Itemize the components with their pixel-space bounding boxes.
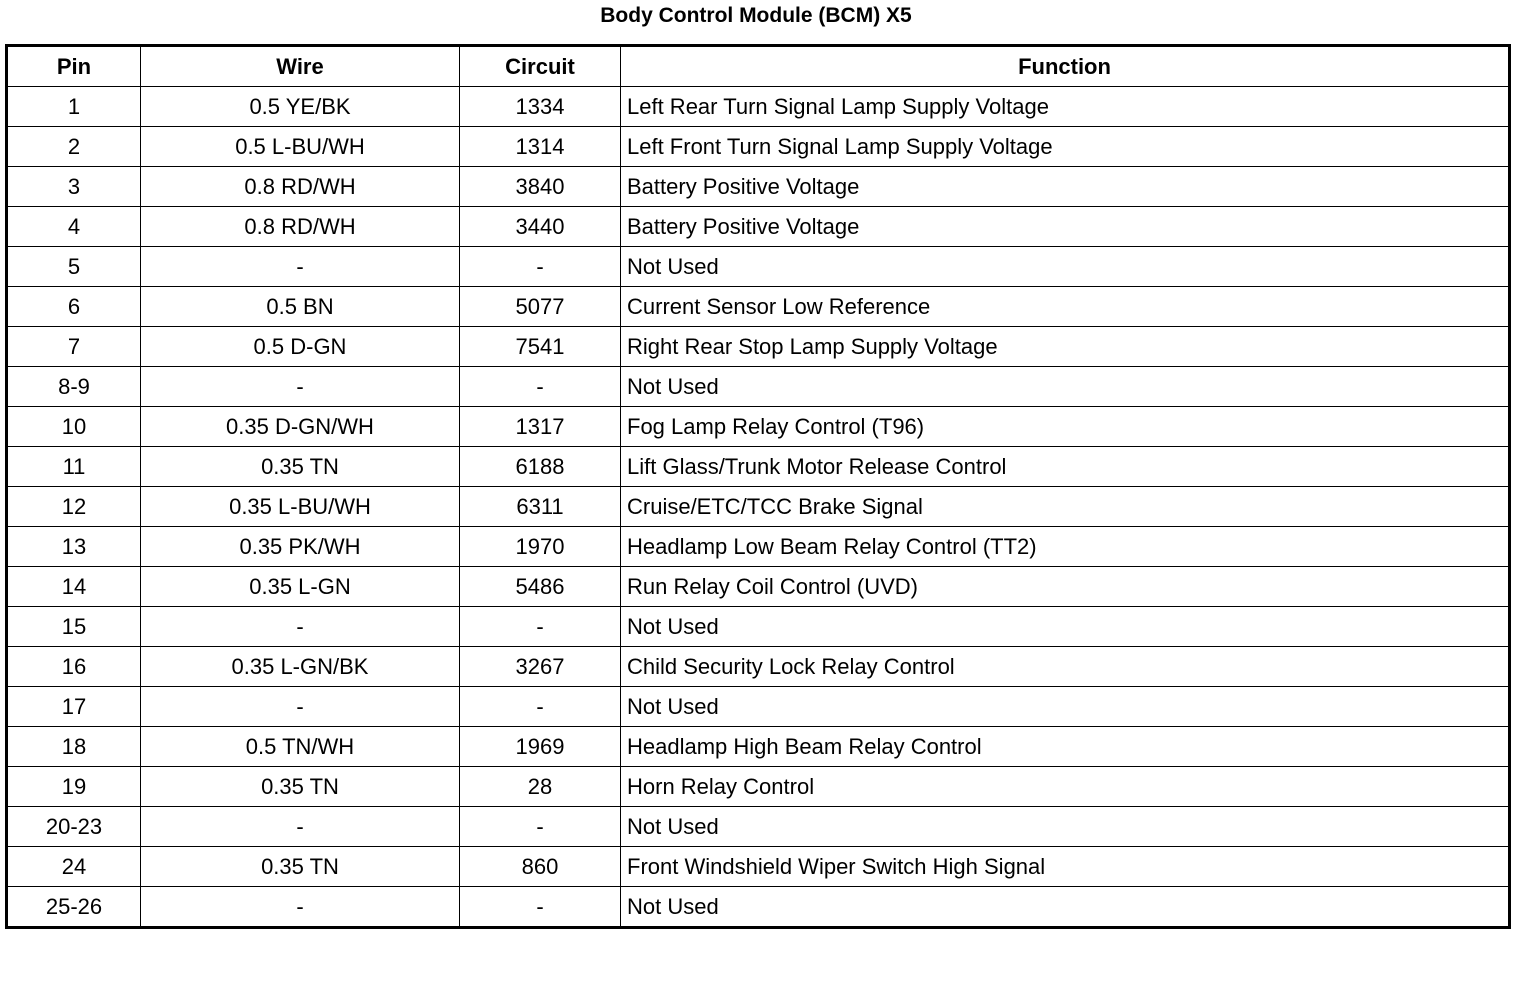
circuit-cell: 1334 <box>460 87 621 127</box>
pin-cell: 2 <box>7 127 141 167</box>
wire-cell: 0.5 D-GN <box>141 327 460 367</box>
wire-cell: 0.35 D-GN/WH <box>141 407 460 447</box>
wire-cell: 0.5 L-BU/WH <box>141 127 460 167</box>
table-body <box>7 87 1510 928</box>
circuit-cell: 1970 <box>460 527 621 567</box>
circuit-cell: - <box>460 807 621 847</box>
table-row <box>7 167 1510 207</box>
table-row <box>7 327 1510 367</box>
table-row <box>7 807 1510 847</box>
wire-cell: 0.35 L-BU/WH <box>141 487 460 527</box>
table-row <box>7 487 1510 527</box>
wire-cell: - <box>141 247 460 287</box>
circuit-cell: 1317 <box>460 407 621 447</box>
circuit-cell: 6188 <box>460 447 621 487</box>
table-row <box>7 607 1510 647</box>
pin-cell: 10 <box>7 407 141 447</box>
wire-cell: - <box>141 607 460 647</box>
pin-cell: 11 <box>7 447 141 487</box>
table-row <box>7 847 1510 887</box>
table-row <box>7 127 1510 167</box>
circuit-cell: 28 <box>460 767 621 807</box>
document-title: Body Control Module (BCM) X5 <box>600 4 912 27</box>
pin-cell: 14 <box>7 567 141 607</box>
pin-cell: 12 <box>7 487 141 527</box>
function-cell: Not Used <box>621 807 1510 847</box>
wire-cell: - <box>141 887 460 928</box>
circuit-cell: 860 <box>460 847 621 887</box>
column-header-wire: Wire <box>141 46 460 87</box>
wire-cell: 0.5 BN <box>141 287 460 327</box>
function-cell: Front Windshield Wiper Switch High Signal <box>621 847 1510 887</box>
table-row <box>7 287 1510 327</box>
function-cell: Left Rear Turn Signal Lamp Supply Voltage <box>621 87 1510 127</box>
circuit-cell: 3840 <box>460 167 621 207</box>
pin-cell: 15 <box>7 607 141 647</box>
pin-cell: 1 <box>7 87 141 127</box>
circuit-cell: - <box>460 607 621 647</box>
function-cell: Battery Positive Voltage <box>621 167 1510 207</box>
wire-cell: 0.5 TN/WH <box>141 727 460 767</box>
pin-cell: 18 <box>7 727 141 767</box>
pin-cell: 7 <box>7 327 141 367</box>
pin-cell: 25-26 <box>7 887 141 928</box>
wire-cell: - <box>141 807 460 847</box>
pin-cell: 20-23 <box>7 807 141 847</box>
pin-cell: 13 <box>7 527 141 567</box>
pin-cell: 3 <box>7 167 141 207</box>
wire-cell: - <box>141 367 460 407</box>
table-row <box>7 647 1510 687</box>
function-cell: Not Used <box>621 247 1510 287</box>
table-row <box>7 247 1510 287</box>
function-cell: Headlamp Low Beam Relay Control (TT2) <box>621 527 1510 567</box>
circuit-cell: 7541 <box>460 327 621 367</box>
pin-cell: 6 <box>7 287 141 327</box>
table-row <box>7 567 1510 607</box>
table-row <box>7 687 1510 727</box>
wire-cell: 0.35 PK/WH <box>141 527 460 567</box>
table-row <box>7 87 1510 127</box>
circuit-cell: - <box>460 247 621 287</box>
table-row <box>7 367 1510 407</box>
wire-cell: 0.35 L-GN <box>141 567 460 607</box>
table-row <box>7 407 1510 447</box>
function-cell: Not Used <box>621 367 1510 407</box>
circuit-cell: - <box>460 687 621 727</box>
function-cell: Battery Positive Voltage <box>621 207 1510 247</box>
table-row <box>7 447 1510 487</box>
column-header-circuit: Circuit <box>460 46 621 87</box>
wire-cell: 0.8 RD/WH <box>141 207 460 247</box>
table-row <box>7 767 1510 807</box>
pin-cell: 19 <box>7 767 141 807</box>
pin-cell: 5 <box>7 247 141 287</box>
wire-cell: 0.35 TN <box>141 847 460 887</box>
table-row <box>7 527 1510 567</box>
column-header-pin: Pin <box>7 46 141 87</box>
pin-cell: 17 <box>7 687 141 727</box>
table-header-row <box>7 46 1510 87</box>
function-cell: Not Used <box>621 887 1510 928</box>
pin-cell: 4 <box>7 207 141 247</box>
circuit-cell: 3267 <box>460 647 621 687</box>
function-cell: Run Relay Coil Control (UVD) <box>621 567 1510 607</box>
table-row <box>7 887 1510 928</box>
function-cell: Horn Relay Control <box>621 767 1510 807</box>
function-cell: Current Sensor Low Reference <box>621 287 1510 327</box>
function-cell: Not Used <box>621 607 1510 647</box>
circuit-cell: 5077 <box>460 287 621 327</box>
function-cell: Right Rear Stop Lamp Supply Voltage <box>621 327 1510 367</box>
circuit-cell: - <box>460 887 621 928</box>
function-cell: Fog Lamp Relay Control (T96) <box>621 407 1510 447</box>
function-cell: Not Used <box>621 687 1510 727</box>
pin-cell: 16 <box>7 647 141 687</box>
function-cell: Left Front Turn Signal Lamp Supply Voltage <box>621 127 1510 167</box>
function-cell: Child Security Lock Relay Control <box>621 647 1510 687</box>
connector-pinout-table <box>5 44 1511 929</box>
function-cell: Headlamp High Beam Relay Control <box>621 727 1510 767</box>
wire-cell: 0.35 L-GN/BK <box>141 647 460 687</box>
pin-cell: 24 <box>7 847 141 887</box>
wire-cell: 0.5 YE/BK <box>141 87 460 127</box>
wire-cell: 0.8 RD/WH <box>141 167 460 207</box>
circuit-cell: 5486 <box>460 567 621 607</box>
wire-cell: - <box>141 687 460 727</box>
function-cell: Cruise/ETC/TCC Brake Signal <box>621 487 1510 527</box>
circuit-cell: 1969 <box>460 727 621 767</box>
circuit-cell: 1314 <box>460 127 621 167</box>
wire-cell: 0.35 TN <box>141 447 460 487</box>
function-cell: Lift Glass/Trunk Motor Release Control <box>621 447 1510 487</box>
column-header-function: Function <box>621 46 1510 87</box>
table-row <box>7 207 1510 247</box>
circuit-cell: 3440 <box>460 207 621 247</box>
circuit-cell: - <box>460 367 621 407</box>
wire-cell: 0.35 TN <box>141 767 460 807</box>
table-row <box>7 727 1510 767</box>
circuit-cell: 6311 <box>460 487 621 527</box>
pin-cell: 8-9 <box>7 367 141 407</box>
